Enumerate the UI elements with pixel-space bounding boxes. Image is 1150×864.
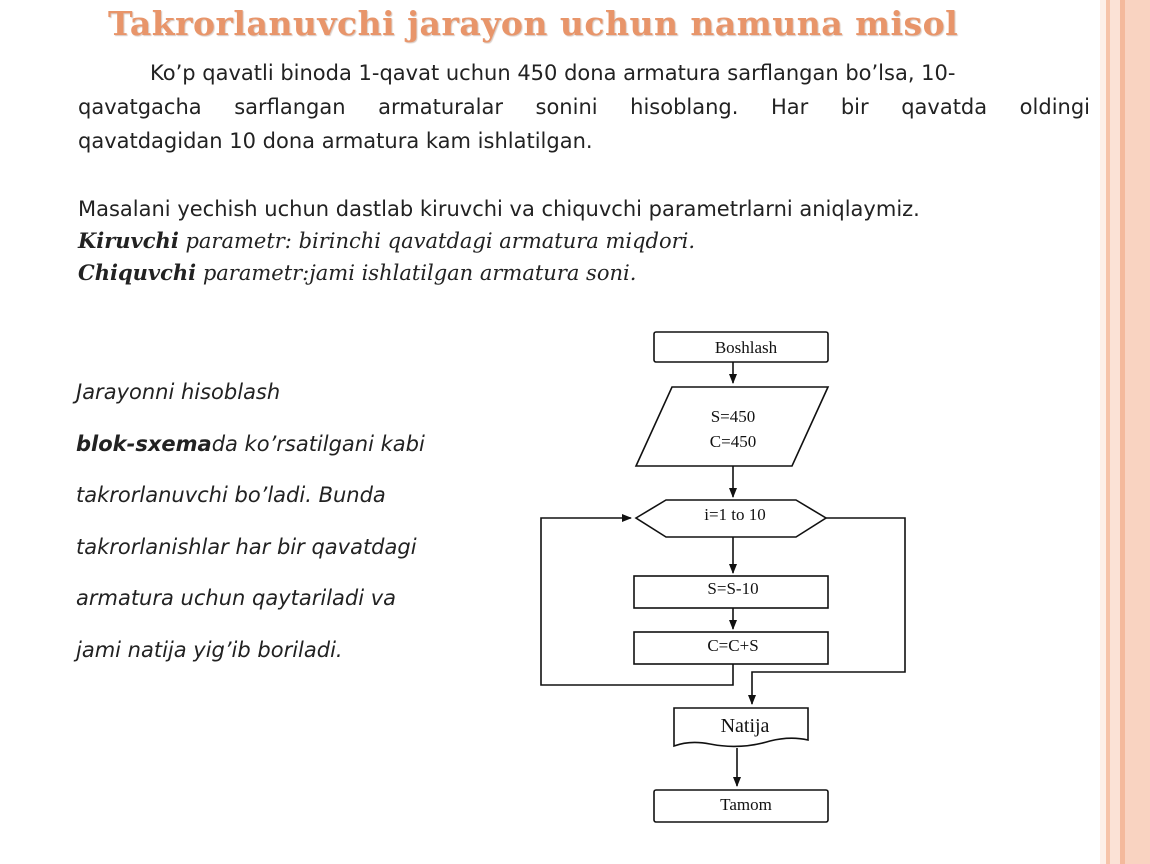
input-parallelogram — [636, 387, 828, 466]
input-s-label: S=450 — [710, 407, 756, 426]
end-label: Tamom — [720, 795, 772, 814]
problem-line-1: Ko’p qavatli binoda 1-qavat uchun 450 dona armatura sarflangan bo’lsa, 10- — [150, 61, 956, 85]
start-label: Boshlash — [714, 338, 778, 357]
output-param-text: parametr:jami ishlatilgan armatura soni. — [196, 261, 637, 285]
loop-exit-arrow — [752, 518, 905, 704]
decorative-side-stripes — [1100, 0, 1150, 864]
description-line-6: jami natija yig’ib boriladi. — [76, 637, 343, 662]
step2-label: C=C+S — [707, 636, 759, 655]
input-c-label: C=450 — [709, 432, 757, 451]
problem-line-2: qavatgacha sarflangan armaturalar sonini hisoblang. Har bir qavatda oldingi — [78, 95, 1090, 119]
input-param-label: Kiruvchi — [78, 228, 179, 253]
loop-label: i=1 to 10 — [704, 505, 766, 524]
slide-title: Takrorlanuvchi jarayon uchun namuna misol — [108, 4, 959, 43]
description-line-1: Jarayonni hisoblash — [76, 380, 281, 404]
description-bold-term: blok-sxema — [76, 431, 212, 456]
problem-line-3: qavatdagidan 10 dona armatura kam ishlatilgan. — [78, 129, 593, 153]
output-param-label: Chiquvchi — [78, 260, 197, 285]
parameters-intro: Masalani yechish uchun dastlab kiruvchi va chiquvchi parametrlarni aniqlaymiz. — [78, 197, 920, 221]
step1-label: S=S-10 — [707, 579, 759, 598]
description-line-4: takrorlanishlar har bir qavatdagi — [76, 534, 417, 559]
description-line-3: takrorlanuvchi bo’ladi. Bunda — [76, 483, 386, 507]
output-label: Natija — [720, 715, 770, 737]
description-line-5: armatura uchun qaytariladi va — [76, 586, 397, 610]
description-line-2: da ko’rsatilgani kabi — [211, 431, 425, 456]
input-param-text: parametr: birinchi qavatdagi armatura miqdori. — [178, 229, 696, 253]
